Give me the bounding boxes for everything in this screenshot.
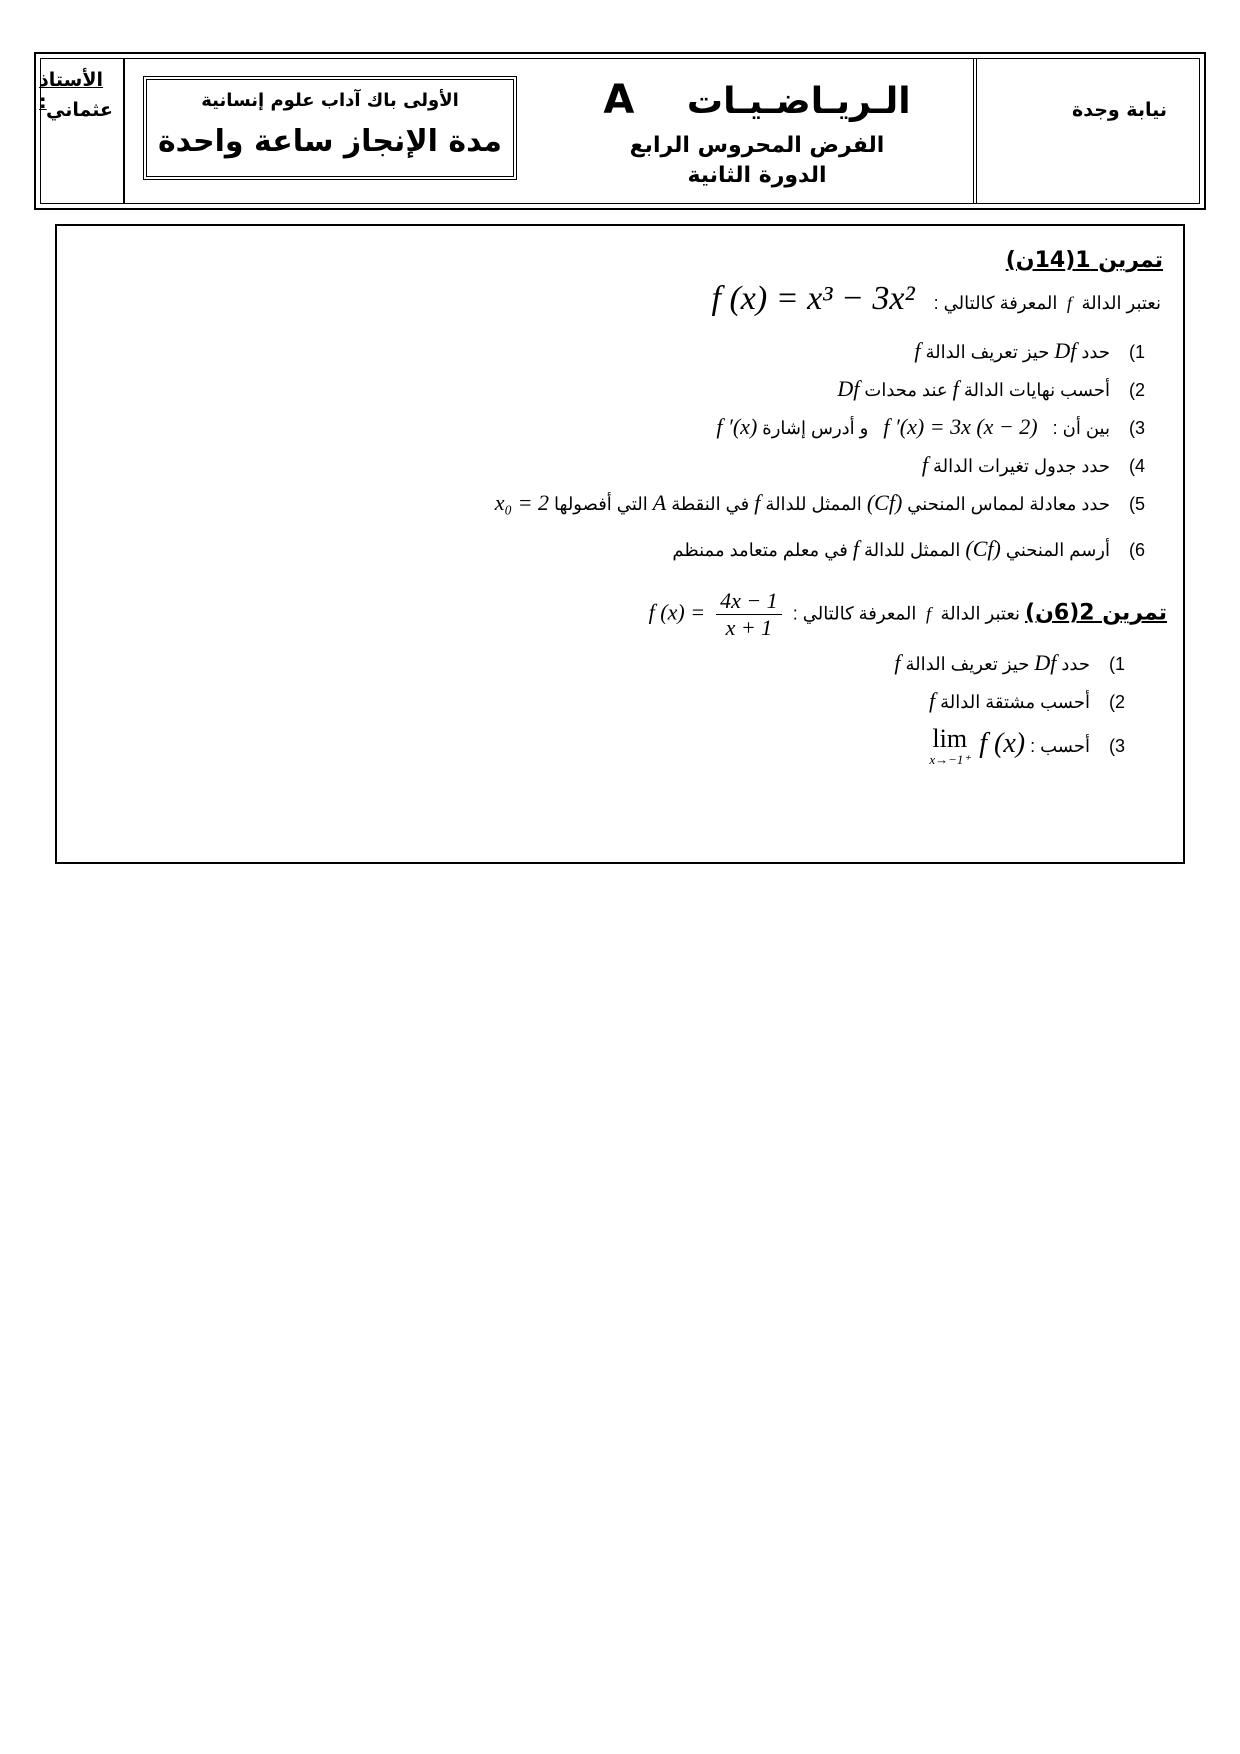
item-math: (Cf): [866, 490, 903, 515]
item-text: الممثل للدالة: [765, 494, 862, 514]
exercise2-intro: [57, 588, 1167, 641]
exercise1-item: [57, 490, 1145, 516]
item-math: f ′(x) = 3x (x − 2): [883, 414, 1038, 439]
item-math: f: [952, 376, 959, 401]
item-text: أحسب :: [1030, 735, 1090, 756]
exercise2-title: تمرين 2(6ن): [1025, 600, 1167, 626]
item-number: 3): [1128, 418, 1145, 438]
exercise1-item: [57, 414, 1145, 440]
teacher-label: الأستاذ :: [39, 69, 103, 113]
item-text: عند محدات: [864, 380, 948, 400]
exercise1-intro: [57, 280, 1161, 318]
item-text: التي أفصولها: [554, 494, 648, 514]
item-text: أحسب مشتقة الدالة: [940, 692, 1090, 712]
item-math: f: [921, 452, 928, 477]
subject-title: [537, 77, 977, 123]
exam-header: [34, 52, 1206, 210]
level-box: [143, 76, 517, 180]
function-definition: f (x) = x³ − 3x²: [711, 280, 915, 317]
item-text: حيز تعريف الدالة: [925, 342, 1050, 362]
item-text: حدد معادلة لمماس المنحني: [907, 494, 1110, 514]
item-math: f: [852, 536, 859, 561]
item-math: f ′(x): [716, 414, 758, 439]
fraction-denominator: x + 1: [725, 615, 773, 640]
item-text: حدد جدول تغيرات الدالة: [932, 456, 1110, 476]
exam-duration: مدة الإنجاز ساعة واحدة: [157, 124, 503, 159]
subject-letter: A: [603, 77, 645, 123]
exercise1-item: [57, 338, 1145, 364]
limit-expression: f (x): [979, 727, 1026, 759]
function-lhs: f (x) =: [648, 599, 706, 625]
teacher-name: عثماني: [46, 99, 113, 121]
item-text: حدد: [1081, 342, 1110, 362]
region-cell: [977, 59, 1199, 203]
item-number: 1): [1128, 342, 1145, 362]
item-math: (Cf): [965, 536, 1001, 561]
header-frame: [40, 58, 1200, 204]
function-symbol: f: [1062, 293, 1077, 313]
item-text: أرسم المنحني: [1005, 540, 1110, 560]
item-number: 5): [1128, 494, 1145, 514]
item-math: Df: [1054, 338, 1077, 363]
item-math: Df: [837, 376, 860, 401]
item-math: f: [929, 688, 936, 713]
item-text: حيز تعريف الدالة: [905, 654, 1030, 674]
item-number: 2): [1128, 380, 1145, 400]
exercise1-item: [57, 536, 1145, 562]
exam-title: الفرض المحروس الرابع: [629, 133, 885, 158]
region-name: نيابة وجدة: [1072, 99, 1167, 121]
item-math: Df: [1034, 650, 1057, 675]
item-math: x₀ = 2: [494, 490, 550, 515]
item-math: f: [754, 490, 761, 515]
intro-rest: المعرفة كالتالي :: [933, 293, 1058, 313]
exercise2-item: [57, 688, 1125, 714]
item-text: الممثل للدالة: [863, 540, 961, 560]
item-text: في معلم متعامد ممنظم: [672, 540, 848, 560]
intro-rest: المعرفة كالتالي :: [792, 603, 917, 624]
exercise2-item: [57, 726, 1125, 768]
item-math: f: [894, 650, 901, 675]
semester: الدورة الثانية: [687, 163, 827, 188]
item-number: 6): [1128, 540, 1145, 560]
intro-text: نعتبر الدالة: [1081, 293, 1161, 313]
item-number: 1): [1108, 654, 1125, 674]
class-level: الأولى باك آداب علوم إنسانية: [201, 90, 459, 111]
level-cell: [125, 59, 537, 203]
item-number: 3): [1108, 735, 1125, 756]
item-text: أحسب نهايات الدالة: [963, 380, 1110, 400]
fraction-numerator: 4x − 1: [716, 588, 782, 615]
item-text: بين أن :: [1052, 418, 1110, 438]
limit-subscript: x→−1⁺: [929, 752, 971, 767]
function-symbol: f: [921, 603, 936, 624]
function-fraction: [716, 588, 782, 641]
teacher-cell: [39, 59, 125, 203]
intro-text: نعتبر الدالة: [940, 603, 1021, 624]
limit-operator: [929, 726, 970, 768]
limit-word: lim: [932, 724, 968, 753]
exercise1-item: [57, 452, 1145, 478]
exercise2-item: [57, 650, 1125, 676]
item-number: 2): [1108, 692, 1125, 712]
subject-name: الـريـاضـيـات: [686, 81, 911, 122]
item-text: حدد: [1061, 654, 1090, 674]
exercise1-title: تمرين 1(14ن): [1005, 248, 1163, 273]
item-text: و أدرس إشارة: [762, 418, 869, 438]
exercises-box: [55, 224, 1185, 864]
subject-cell: [537, 59, 977, 203]
exercise1-item: [57, 376, 1145, 402]
item-number: 4): [1128, 456, 1145, 476]
item-text: في النقطة: [671, 494, 750, 514]
item-math: f: [914, 338, 921, 363]
item-math: A: [652, 490, 667, 515]
